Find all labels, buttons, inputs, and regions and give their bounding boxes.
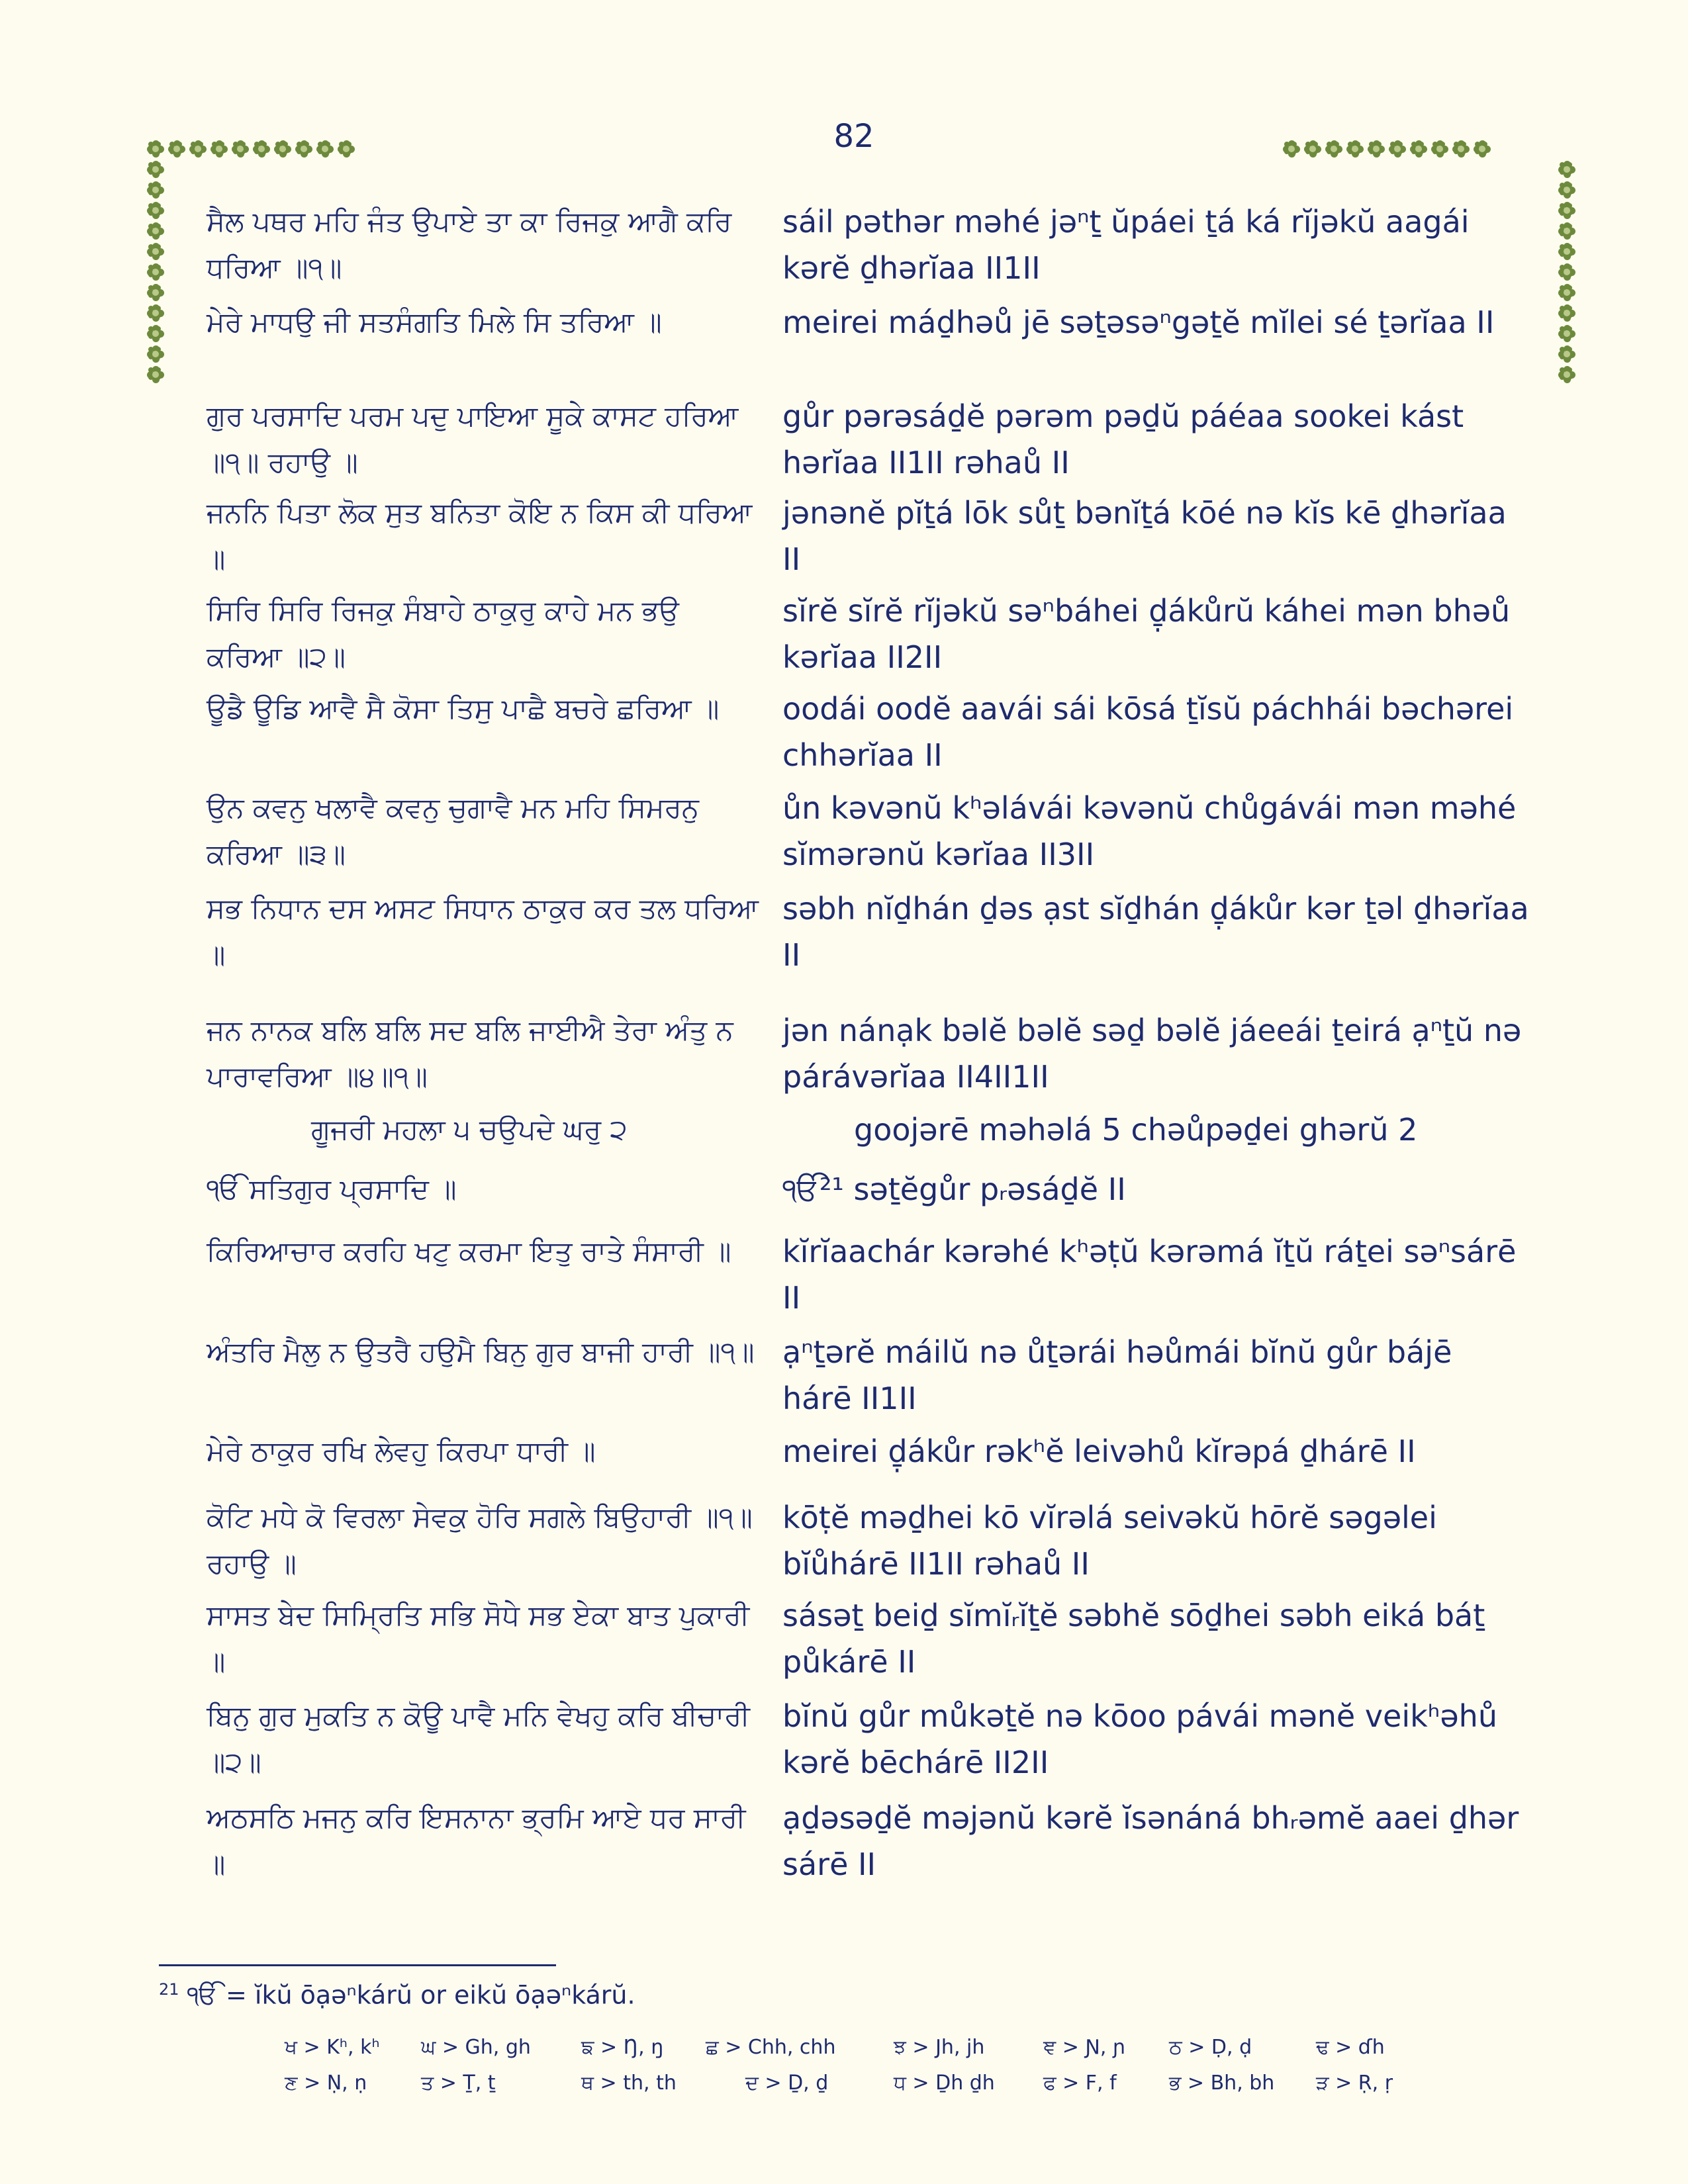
key-item: ੜ > Ṛ, ṛ [1316, 2071, 1393, 2095]
footnote [159, 1980, 635, 2011]
page-number: 82 [833, 118, 874, 155]
gurmukhi-line: ਅੰਤਰਿ ਮੈਲੁ ਨ ਉਤਰੈ ਹਉਮੈ ਬਿਨੁ ਗੁਰ ਬਾਜੀ ਹਾਰੀ ॥੧॥ [207, 1336, 755, 1368]
gurmukhi-line: ਮੇਰੇ ਠਾਕੁਰ ਰਖਿ ਲੇਵਹੁ ਕਿਰਪਾ ਧਾਰੀ ॥ [207, 1435, 596, 1467]
gurmukhi-line: ਮੇਰੇ ਮਾਧਉ ਜੀ ਸਤਸੰਗਤਿ ਮਿਲੇ ਸਿ ਤਰਿਆ ॥ [207, 306, 662, 338]
gurmukhi-line: ੴ ਸਤਿਗੁਰ ਪ੍ਰਸਾਦਿ ॥ [207, 1173, 457, 1205]
transliteration-heading: goojərē məhəlá 5 chəůpəḏei ghərŭ 2 [854, 1112, 1418, 1148]
gurmukhi-heading: ਗੂਜਰੀ ਮਹਲਾ ੫ ਚਉਪਦੇ ਘਰੁ ੨ [311, 1113, 628, 1146]
key-item: ਘ > Gh, gh [421, 2036, 531, 2059]
transliteration-line: meirei máḏhəů jē səṯəsəⁿgəṯĕ mĭlei sé ṯərĭaa II [782, 304, 1495, 340]
transliteration-line: ੴ²¹ səṯĕgůr pᵣəsáḏĕ II [782, 1171, 1126, 1207]
key-item: ਛ > Chh, chh [706, 2036, 836, 2059]
transliteration-line: sáil pəthər məhé jəⁿṯ ŭpáei ṯá ká rĭjəkŭ aagái kərĕ ḏhərĭaa II1II [782, 204, 1479, 286]
key-item: ਤ > Ṯ, ṯ [421, 2071, 496, 2095]
gurmukhi-line: ਬਿਨੁ ਗੁਰ ਮੁਕਤਿ ਨ ਕੋਊ ਪਾਵੈ ਮਨਿ ਵੇਖਹੁ ਕਰਿ ਬੀਚਾਰੀ ॥੨॥ [207, 1700, 750, 1778]
key-item: ਝ > Jh, jh [894, 2036, 985, 2059]
gurmukhi-line: ਊਡੈ ਊਡਿ ਆਵੈ ਸੈ ਕੋਸਾ ਤਿਸੁ ਪਾਛੈ ਬਚਰੇ ਛਰਿਆ ॥ [207, 692, 720, 725]
gurmukhi-line: ਗੁਰ ਪਰਸਾਦਿ ਪਰਮ ਪਦੁ ਪਾਇਆ ਸੂਕੇ ਕਾਸਟ ਹਰਿਆ ॥੧॥ ਰਹਾਉ ॥ [207, 400, 739, 478]
key-item: ਧ > Ḏh ḏh [894, 2071, 995, 2095]
gurmukhi-line: ਉਨ ਕਵਨੁ ਖਲਾਵੈ ਕਵਨੁ ਚੁਗਾਵੈ ਮਨ ਮਹਿ ਸਿਮਰਨੁ ਕਰਿਆ ॥੩॥ [207, 792, 699, 870]
gurmukhi-line: ਸਭ ਨਿਧਾਨ ਦਸ ਅਸਟ ਸਿਧਾਨ ਠਾਕੁਰ ਕਰ ਤਲ ਧਰਿਆ ॥ [207, 892, 759, 971]
key-item: ਠ > Ḍ, ḍ [1169, 2036, 1252, 2059]
gurmukhi-line: ਕੋਟਿ ਮਧੇ ਕੋ ਵਿਰਲਾ ਸੇਵਕੁ ਹੋਰਿ ਸਗਲੇ ਬਿਉਹਾਰੀ ॥੧॥ ਰਹਾਉ ॥ [207, 1501, 753, 1580]
gurmukhi-line: ਅਠਸਠਿ ਮਜਨੁ ਕਰਿ ਇਸਨਾਨਾ ਭ੍ਰਮਿ ਆਏ ਧਰ ਸਾਰੀ ॥ [207, 1801, 746, 1880]
transliteration-line: oodái oodĕ aavái sái kōsá ṯĭsŭ páchhái bəchərei chhərĭaa II [782, 691, 1523, 773]
transliteration-line: meirei ḏ̣ákůr rəkʰĕ leivəhů kĭrəpá ḏhárē II [782, 1433, 1416, 1469]
transliteration-line: sĭrĕ sĭrĕ rĭjəkŭ səⁿbáhei ḏ̣ákůrŭ káhei mən bhəů kərĭaa II2II [782, 593, 1520, 675]
transliteration-line: bĭnŭ gůr můkəṯĕ nə kōoo pávái mənĕ veikʰəhů kərĕ bēchárē II2II [782, 1698, 1507, 1780]
transliteration-line: səbh nĭḏhán ḏəs ạst sĭḏhán ḏ̣ákůr kər ṯəl ḏhərĭaa II [782, 891, 1539, 973]
key-item: ਦ > Ḏ, ḏ [745, 2071, 829, 2095]
transliteration-line: jənənĕ pĭṯá lōk sůṯ bənĭṯá kōé nə kĭs kē ḏhərĭaa II [782, 495, 1517, 577]
transliteration-line: gůr pərəsáḏĕ pərəm pəḏŭ páéaa sookei kást hərĭaa II1II rəhaů II [782, 398, 1474, 480]
key-item: ਙ > Ŋ, ŋ [581, 2036, 664, 2059]
transliteration-line: kōṭĕ məḏhei kō vĭrəlá seivəkŭ hōrĕ səgəlei bĭůhárē II1II rəhaů II [782, 1500, 1447, 1582]
transliteration-line: ạḏəsəḏĕ məjənŭ kərĕ ĭsənáná bhᵣəmĕ aaei ḏhər sárē II [782, 1800, 1528, 1882]
gurmukhi-line: ਸਿਰਿ ਸਿਰਿ ਰਿਜਕੁ ਸੰਬਾਹੇ ਠਾਕੁਰੁ ਕਾਹੇ ਮਨ ਭਉ ਕਰਿਆ ॥੨॥ [207, 594, 679, 673]
gurmukhi-line: ਸੈਲ ਪਥਰ ਮਹਿ ਜੰਤ ਉਪਾਏ ਤਾ ਕਾ ਰਿਜਕੁ ਆਗੈ ਕਰਿ ਧਰਿਆ ॥੧॥ [207, 205, 732, 284]
gurmukhi-line: ਕਿਰਿਆਚਾਰ ਕਰਹਿ ਖਟੁ ਕਰਮਾ ਇਤੁ ਰਾਤੇ ਸੰਸਾਰੀ ॥ [207, 1235, 731, 1267]
gurmukhi-line: ਸਾਸਤ ਬੇਦ ਸਿਮ੍ਰਿਤਿ ਸਭਿ ਸੋਧੇ ਸਭ ਏਕਾ ਬਾਤ ਪੁਕਾਰੀ ॥ [207, 1599, 750, 1678]
key-item: ਥ > th, th [581, 2071, 677, 2095]
key-item: ਭ > Bh, bh [1169, 2071, 1275, 2095]
transliteration-line: ạⁿṯərĕ máilŭ nə ůṯərái həůmái bĭnŭ gůr bájē hárē II1II [782, 1334, 1462, 1416]
key-item: ਖ > Kʰ, kʰ [285, 2036, 380, 2059]
gurmukhi-line: ਜਨਨਿ ਪਿਤਾ ਲੋਕ ਸੁਤ ਬਨਿਤਾ ਕੋਇ ਨ ਕਿਸ ਕੀ ਧਰਿਆ ॥ [207, 496, 753, 575]
transliteration-line: ůn kəvənŭ kʰəlávái kəvənŭ chůgávái mən məhé sĭmərənŭ kərĭaa II3II [782, 790, 1526, 872]
key-item: ਫ > F, f [1043, 2071, 1117, 2095]
key-item: ਣ > Ṇ, ṇ [285, 2071, 367, 2095]
key-item: ਢ > ɗh [1316, 2036, 1385, 2059]
footnote-text: ੴ = ĭkŭ ōạəⁿkárŭ or eikŭ ōạəⁿkárŭ. [187, 1980, 635, 2010]
footnote-mark: 21 [159, 1980, 179, 1999]
transliteration-line: jən nánạk bəlĕ bəlĕ səḏ bəlĕ jáeeái ṯeirá ạⁿṯŭ nə párávərĭaa II4II1II [782, 1013, 1531, 1095]
gurmukhi-line: ਜਨ ਨਾਨਕ ਬਲਿ ਬਲਿ ਸਦ ਬਲਿ ਜਾਈਐ ਤੇਰਾ ਅੰਤੁ ਨ ਪਾਰਾਵਰਿਆ ॥੪॥੧॥ [207, 1014, 733, 1093]
footnote-divider [159, 1964, 556, 1966]
key-item: ਞ > Ɲ, ɲ [1043, 2036, 1126, 2059]
transliteration-line: kĭrĭaachár kərəhé kʰəṭŭ kərəmá ĭṯŭ ráṯei səⁿsárē II [782, 1234, 1526, 1316]
transliteration-line: sásəṯ beiḏ sĭmĭᵣĭṯĕ səbhĕ sōḏhei səbh eiká báṯ půkárē II [782, 1598, 1495, 1680]
